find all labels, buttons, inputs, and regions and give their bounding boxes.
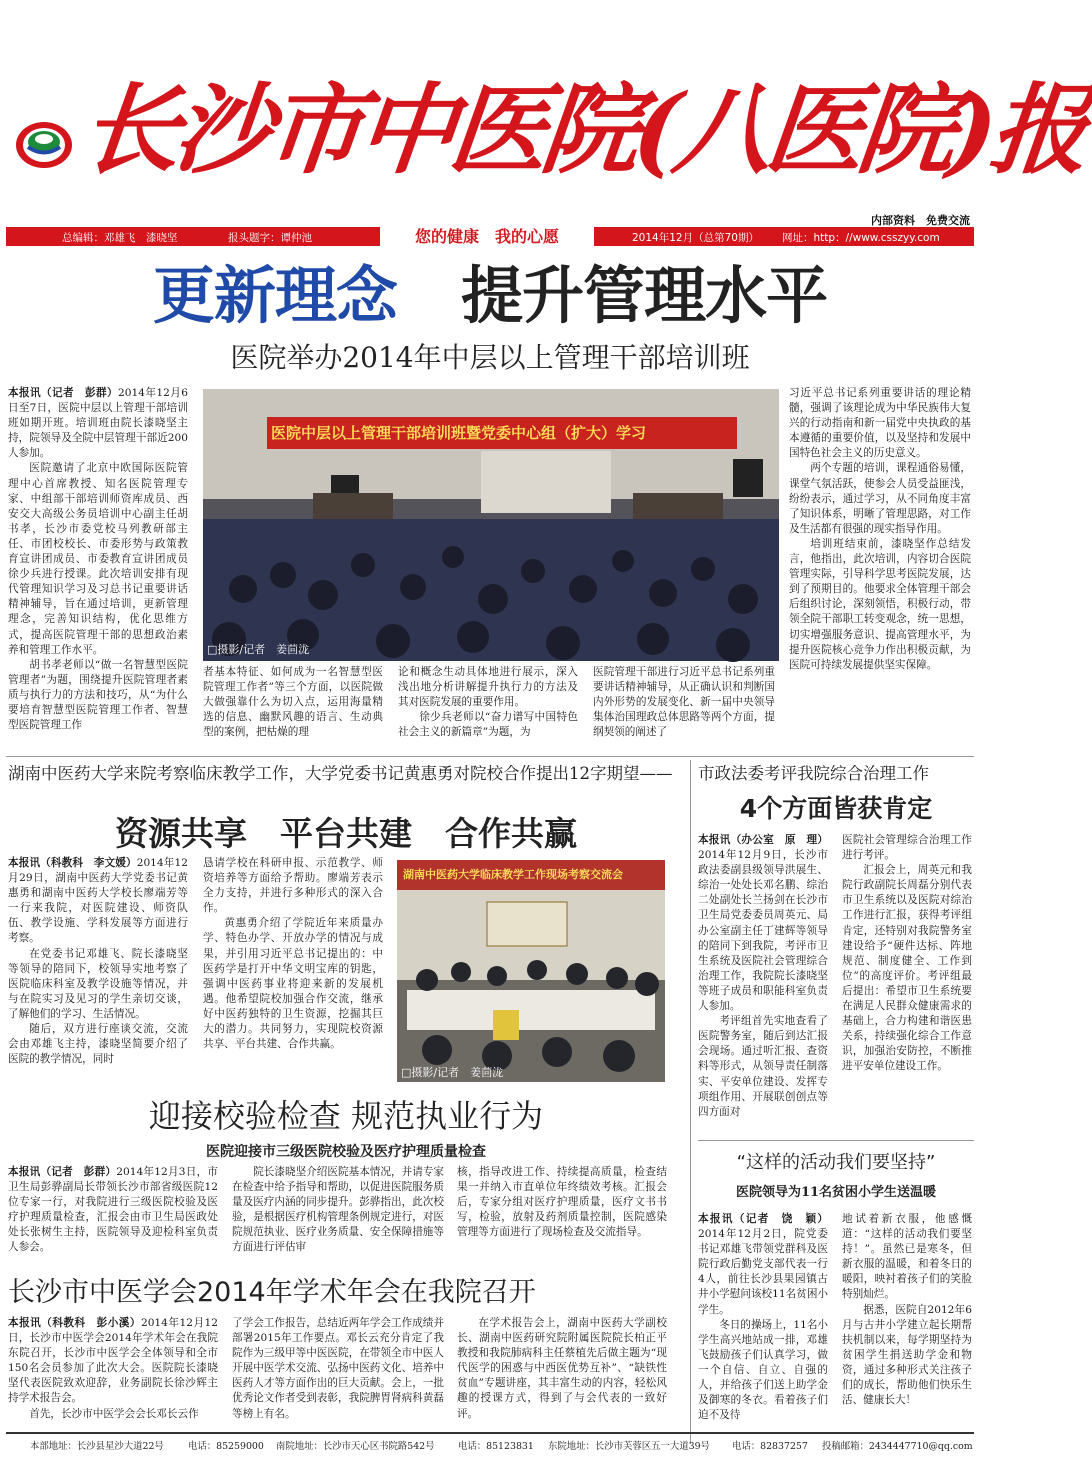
- lead-headline: [0, 254, 980, 338]
- website[interactable]: 网址：http：//www.csszyy.com: [782, 232, 940, 244]
- story2-photo-credit: □摄影/记者 姜茴泷: [401, 1066, 504, 1079]
- story3-headline: 4个方面皆获肯定: [739, 794, 933, 823]
- lead-headline-part2: 提升管理水平: [461, 259, 828, 332]
- footer-address-main: 本部地址：长沙县星沙大道22号: [30, 1441, 164, 1452]
- story5-paragraph: 首先，长沙市中医学会会长邓长云作: [29, 1407, 199, 1420]
- story4-column-2: [232, 1165, 444, 1254]
- story3-paragraph: 2014年12月9日，长沙市政法委副县级领导洪展生、综治一处处长邓名鹏、综治二处副处长兰扬剑在长沙市卫生局党委委员周英元、局办公室副主任丁建辉等领导的陪同下到我院，考评市卫生系统及医院社会管理综合治理工作，我院院长漆晓坚等班子成员和职能科室负责人参加。: [698, 849, 828, 1013]
- lead-subheadline: 医院举办2014年中层以上管理干部培训班: [230, 341, 750, 374]
- lead-paragraph: 胡书孝老师以“做一名智慧型医院管理者”为题，围绕提升医院管理者素质与执行力的方法和技巧，从“为什么要培育智慧型医院管理工作者、智慧型医院管理工作: [8, 658, 188, 732]
- story2-paragraph: 随后，双方进行座谈交流，交流会由邓雄飞主持，漆晓坚简要介绍了医院的教学情况，同时: [8, 1023, 188, 1066]
- story4-paragraph: 院长漆晓坚介绍医院基本情况，并请专家在检查中给予指导和帮助，以促进医院服务质量及医疗内涵的同步提升。彭骅指出，此次校验，是根据医疗机构管理条例规定进行，对医院规范执业、医疗业务质量、安全保障措施等方面进行评估审: [232, 1166, 444, 1254]
- story6-paragraph: 2014年12月2日，院党委书记邓雄飞带领党群科及医院行政后勤党支部代表一行4人，前往长沙县果园镇古井小学慰问该校11名贫困小学生。: [698, 1228, 829, 1316]
- story4-subheadline: 医院迎接市三级医院校验及医疗护理质量检查: [206, 1144, 486, 1160]
- footer-phone-main: 电话：85259000: [188, 1441, 264, 1452]
- story5-paragraph: 在学术报告会上，湖南中医药大学副校长、湖南中医药研究院附属医院院长柏正平教授和我院肺病科主任蔡植先后做主题为“现代医学的困惑与中西医优势互补”、“缺铁性贫血”专题讲座，其丰富生动的内容，轻松风趣的授课方式，得到了与会代表的一致好评。: [457, 1317, 667, 1420]
- story2-column-1: [8, 856, 188, 1080]
- story2-paragraph: 恳请学校在科研申报、示范教学、师资培养等方面给予帮助。廖端芳表示全力支持，并进行多种形式的深入合作。: [203, 857, 383, 915]
- slogan: 您的健康 我的心愿: [380, 224, 594, 250]
- lead-column-3: [398, 665, 578, 752]
- story2-photo: [397, 860, 665, 1082]
- story5-byline: 本报讯（科教科 彭小溪）: [8, 1317, 141, 1329]
- story3-paragraph: 医院社会管理综合治理工作进行考评。: [842, 834, 972, 862]
- story2-paragraph: 在党委书记邓雄飞、院长漆晓坚等领导的陪同下，校领导实地考察了医院临床科室及教学设施等情况，并与在院实习及见习的学生亲切交谈，了解他们的学习、生活情况。: [8, 947, 188, 1020]
- story4-byline: 本报讯（记者 彭群）: [8, 1166, 117, 1178]
- story4-column-1: [8, 1165, 218, 1254]
- divider: [698, 1140, 974, 1141]
- footer-rule: [6, 1432, 974, 1434]
- story2-paragraph: 黄惠勇介绍了学院近年来质量办学、特色办学、开放办学的情况与成果，并引用习近平总书记提出的：中医药学是打开中华文明宝库的钥匙，强调中医药事业将迎来新的发展机遇。他希望院校加强合作交流，继承好中医药独特的卫生资源，挖掘其巨大的潜力。共同努力，实现院校资源共享、平台共建、合作共赢。: [203, 917, 383, 1051]
- masthead-title: 长沙市中医院(八医院)报: [76, 73, 1089, 188]
- story6-paragraph: 据悉，医院自2012年6月与古井小学建立起长期帮扶机制以来，每学期坚持为贫困学生捐送助学金和物资，通过多种形式关注孩子们的成长，帮助他们快乐生活、健康长大！: [842, 1303, 972, 1407]
- lead-paragraph: 2014年12月6日至7日，医院中层以上管理干部培训班如期开班。培训班由院长漆晓坚主持，院领导及全院中层管理干部近200人参加。: [8, 387, 188, 460]
- story4-paragraph: 核，指导改进工作、持续提高质量，检查结果一并纳入市直单位年终绩效考核。汇报会后，专家分组对医疗护理质量，医疗文书书写，检验，放射及药剂质量控制，医院感染管理等方面进行了现场检查及交流指导。: [457, 1166, 667, 1239]
- story3-paragraph: 考评组首先实地查看了医院警务室，随后到达汇报会现场。通过听汇报、查资料等形式，从领导责任制落实、平安单位建设、发挥专项组作用、开展联创创点等四方面对: [698, 1015, 828, 1118]
- story2-photo-banner: 湖南中医药大学临床教学工作现场考察交流会: [403, 868, 623, 881]
- issue-number: 2014年12月（总第70期）: [632, 232, 759, 244]
- lead-paragraph: 医院管理干部进行习近平总书记系列重要讲话精神辅导，从正确认识和判断国内外形势的发展变化、新一届中央领导集体治国理政总体思路等两个方面，提纲契领的阐述了: [593, 666, 775, 739]
- story2-paragraph: 2014年12月29日，湖南中医药大学党委书记黄惠勇和湖南中医药大学校长廖端芳等一行来我院，对医院建设、师资队伍、教学设施、学科发展等方面进行考察。: [8, 857, 188, 945]
- footer-address-south: 南院地址：长沙市天心区书院路542号: [276, 1441, 435, 1452]
- lead-column-right: [789, 386, 971, 752]
- footer-address-east: 东院地址：长沙市芙蓉区五一大道39号: [548, 1441, 710, 1452]
- story3-column-2: [842, 833, 972, 1133]
- footer-phone-east: 电话：82837257: [732, 1441, 808, 1452]
- story6-paragraph: 地试着新衣服，他感慨道：“这样的活动我们要坚持！”。虽然已是寒冬，但新衣服的温暖，和着冬日的暖阳，映衬着孩子们的笑脸特别灿烂。: [842, 1213, 972, 1301]
- story5-paragraph: 了学会工作报告，总结近两年学会工作成绩并部署2015年工作要点。邓长云充分肯定了我院作为三级甲等中医医院，在带领全市中医人开展中医学术交流、弘扬中医药文化、培养中医药人才等方面作出的巨大贡献。会上，一批优秀论文作者受到表彰，我院脾胃肾病科黄磊等榜上有名。: [232, 1317, 444, 1420]
- story5-column-1: [8, 1316, 218, 1428]
- lead-photo-credit: □摄影/记者 姜茴泷: [207, 643, 310, 656]
- lead-paragraph: 者基本特征、如何成为一名智慧型医院管理工作者”等三个方面，以医院做大做强靠什么为切入点，运用海量精选的信息、幽默风趣的语言、生动典型的案例，把枯燥的理: [203, 666, 383, 739]
- lead-column-1: [8, 386, 188, 752]
- headline-inscription: 报头题字：谭仲池: [228, 232, 312, 244]
- lead-column-4: [593, 665, 775, 752]
- lead-paragraph: 徐少兵老师以“奋力谱写中国特色社会主义的新篇章”为题，为: [398, 711, 578, 739]
- story4-column-3: [457, 1165, 667, 1243]
- story6-column-2: [842, 1212, 972, 1428]
- footer-phone-south: 电话：85123831: [458, 1441, 534, 1452]
- story6-column-1: [698, 1212, 828, 1428]
- story2-headline: 资源共享 平台共建 合作共赢: [115, 814, 577, 853]
- divider: [690, 760, 691, 1444]
- story6-headline: “这样的活动我们要坚持”: [736, 1152, 936, 1173]
- story3-column-1: [698, 833, 828, 1133]
- story2-column-2: [203, 856, 383, 1080]
- chief-editors: 总编辑：邓雄飞 漆晓坚: [62, 232, 178, 244]
- story6-subheadline: 医院领导为11名贫困小学生送温暖: [735, 1185, 937, 1200]
- lead-paragraph: 培训班结束前，漆晓坚作总结发言，他指出，此次培训，内容切合医院管理实际，引导科学思考医院发展，达到了预期目的。他要求全体管理干部会后组织讨论，深刻领悟，积极行动，带领全院干部职工转变观念，统一思想，切实增强服务意识、提高管理水平，为提升医院核心竞争力作出积极贡献，为医院可持续发展提供坚实保障。: [789, 537, 971, 671]
- footer-email[interactable]: 投稿邮箱：2434447710@qq.com: [822, 1441, 973, 1452]
- story6-paragraph: 冬日的操场上，11名小学生高兴地站成一排，邓雄飞鼓励孩子们认真学习，做一个自信、自立、自强的人，并给孩子们送上助学金及御寒的冬衣。看着孩子们迫不及待: [698, 1318, 829, 1422]
- story3-kicker: 市政法委考评我院综合治理工作: [698, 764, 929, 783]
- footer: [30, 1438, 974, 1454]
- story5-column-2: [232, 1316, 444, 1428]
- story2-byline: 本报讯（科教科 李文媛）: [8, 857, 137, 869]
- lead-byline: 本报讯（记者 彭群）: [8, 387, 118, 399]
- story6-byline: 本报讯（记者 饶 颖）: [698, 1213, 828, 1225]
- story4-paragraph: 2014年12月3日，市卫生局彭骅副局长带领长沙市部省级医院12位专家一行，对我院进行三级医院校验及医疗护理质量检查，汇报会由市卫生局医政处处长张树生主持，医院领导及迎检科室负责人参会。: [8, 1166, 218, 1254]
- story4-headline: 迎接校验检查 规范执业行为: [148, 1097, 544, 1135]
- lead-headline-part1: 更新理念: [152, 259, 397, 332]
- hospital-logo: [14, 120, 74, 170]
- lead-paragraph: 医院邀请了北京中欧国际医院管理中心首席教授、知名医院管理专家、中组部干部培训师资库成员、西安交大高级公务员培训中心副主任胡书孝，长沙市委党校马列教研部主任、市团校校长、市委形势与政策教育宣讲团成员、市委教育宣讲团成员徐少兵进行授课。此次培训安排有现代管理知识学习及习总书记重要讲话精神辅导，旨在通过培训，更新管理理念，完善知识结构，优化思维方式，提高医院管理干部的思想政治素养和管理工作水平。: [8, 462, 188, 656]
- lead-photo: [203, 389, 779, 661]
- story3-byline: 本报讯（办公室 原 理）: [698, 834, 828, 846]
- lead-paragraph: 论和概念生动具体地进行展示，深入浅出地分析讲解提升执行力的方法及其对医院发展的重要作用。: [398, 666, 578, 709]
- story5-paragraph: 2014年12月12日，长沙市中医学会2014年学术年会在我院东院召开，长沙市中医学会全体领导和全市150名会员参加了此次大会。医院院长漆晓坚代表医院致欢迎辞，业务副院长徐沙辉主持学术报告会。: [8, 1317, 219, 1405]
- masthead: [0, 0, 1089, 250]
- masthead-right-note: 内部资料 免费交流: [871, 214, 970, 227]
- lead-paragraph: 两个专题的培训，课程通俗易懂，课堂气氛活跃，使参会人员受益匪浅，纷纷表示，通过学习，从不同角度丰富了知识体系，明晰了管理思路，对工作及生活都有很强的现实指导作用。: [789, 462, 971, 535]
- story5-headline: 长沙市中医学会2014年学术年会在我院召开: [8, 1277, 536, 1308]
- lead-column-2: [203, 665, 383, 752]
- story2-kicker: 湖南中医药大学来院考察临床教学工作，大学党委书记黄惠勇对院校合作提出12字期望——: [8, 764, 673, 783]
- story5-column-3: [457, 1316, 667, 1428]
- lead-paragraph: 习近平总书记系列重要讲话的理论精髓，强调了该理论成为中华民族伟大复兴的行动指南和新一届党中央执政的基本遵循的重要价值，以及坚持和发展中国特色社会主义的历史意义。: [789, 387, 971, 460]
- story3-paragraph: 汇报会上，周英元和我院行政副院长周磊分别代表市卫生系统以及医院对综治工作进行汇报，获得考评组肯定，还特别对我院警务室建设给予“硬件达标、阵地规范、制度健全、工作到位”的高度评价。考评组最后提出：希望市卫生系统要在满足人民群众健康需求的基础上，合力构建和谐医患关系，持续强化综合工作意识，加强治安防控，不断推进平安单位建设工作。: [842, 864, 972, 1073]
- divider: [6, 756, 974, 757]
- lead-photo-banner: 医院中层以上管理干部培训班暨党委中心组（扩大）学习: [271, 424, 647, 442]
